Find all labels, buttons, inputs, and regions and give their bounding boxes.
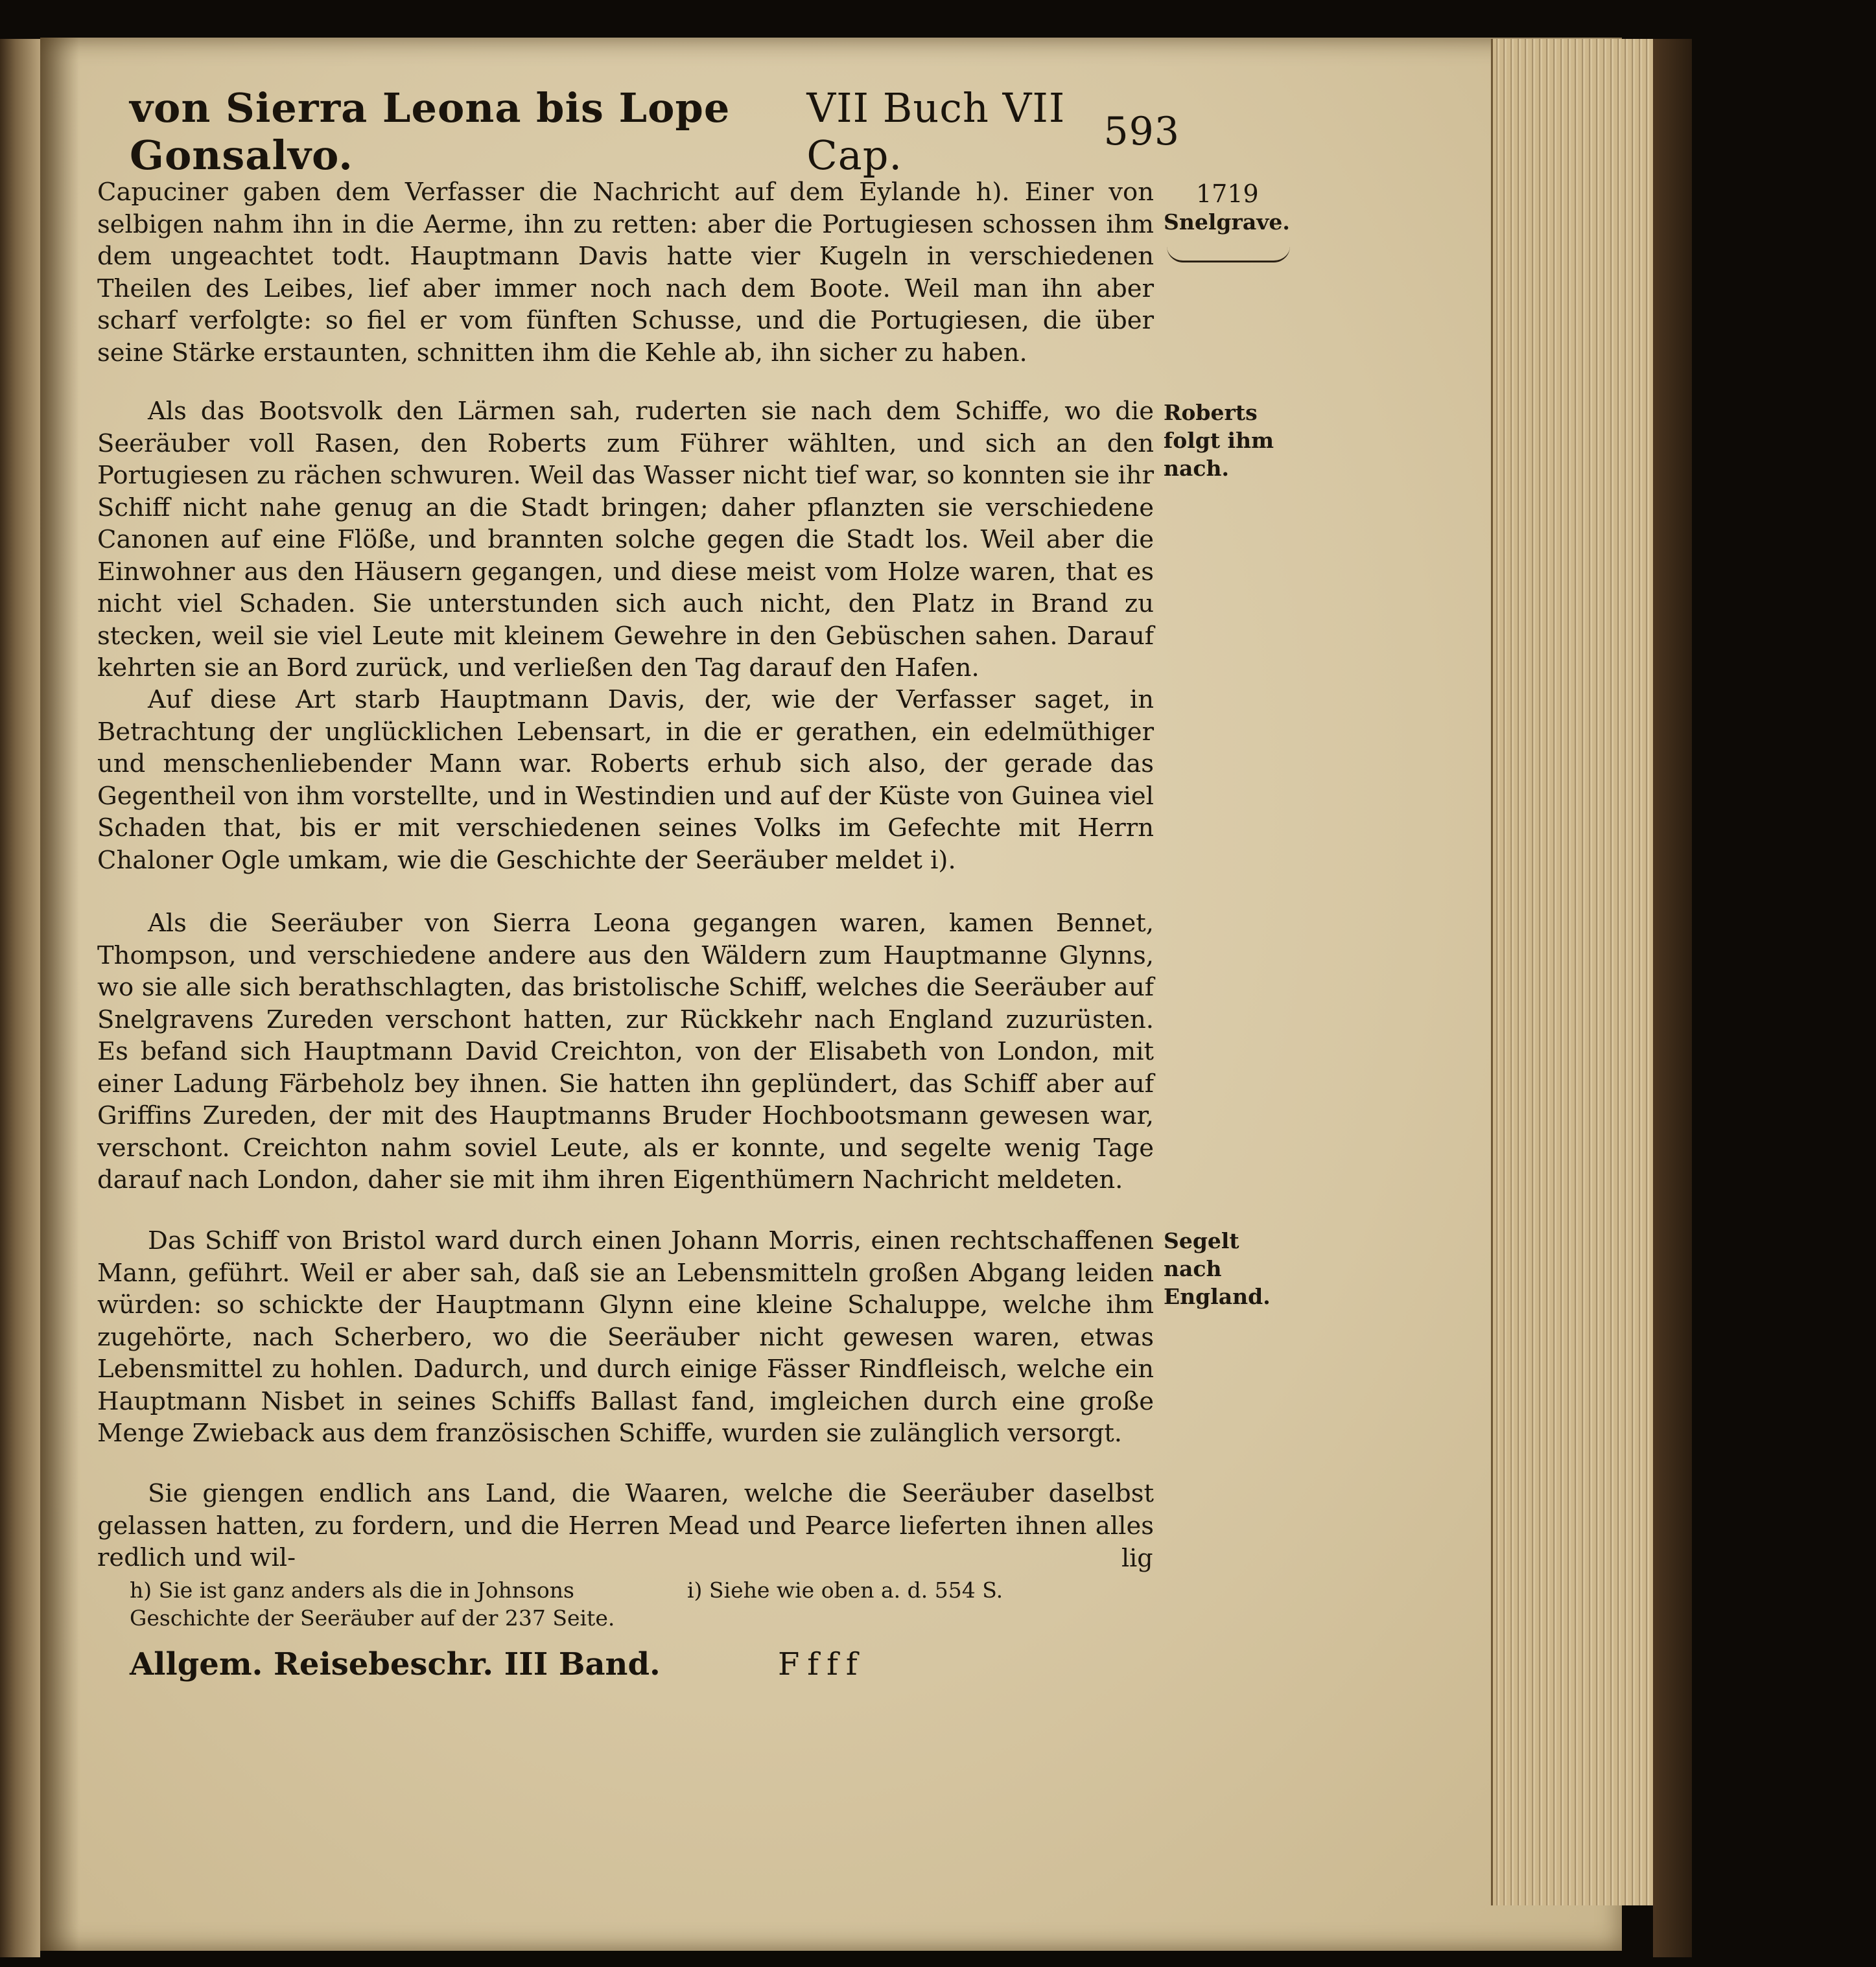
marginal-note-roberts: Roberts folgt ihm nach.	[1164, 400, 1274, 481]
signature-title: Allgem. Reisebeschr. III Band.	[130, 1646, 661, 1682]
marginal-note-england: Segelt nach England.	[1164, 1228, 1271, 1309]
left-page-edge	[0, 39, 40, 1957]
body-text-block-3	[97, 684, 1154, 876]
marginal-year-text: 1719	[1196, 180, 1259, 208]
body-text-block-4	[97, 907, 1154, 1196]
body-text-block-1	[97, 176, 1154, 369]
paragraph-3: Auf diese Art starb Hauptmann Davis, der, wie der Verfasser saget, in Betrachtung der unglücklichen Lebensart, in die er gerathen, ein edelmüthiger und menschenliebender Mann war. Roberts erhub sich also, der gerade das Gegentheil von ihm vorstellte, und in Westindien und auf der Küste von Guinea viel Schaden that, bis er mit verschiedenen seines Volks im Gefechte mit Herrn Chaloner Ogle umkam, wie die Geschichte der Seeräuber meldet i).	[97, 685, 1154, 875]
page-block-edges	[1491, 39, 1655, 1905]
running-header	[130, 84, 1180, 179]
paragraph-2: Als das Bootsvolk den Lärmen sah, ruderten sie nach dem Schiffe, wo die Seeräuber voll Rasen, den Roberts zum Führer wählten, und sich an den Portugiesen zu rächen schwuren. Weil das Wasser nicht tief war, so konnten sie ihr Schiff nicht nahe genug an die Stadt bringen; daher pflanzten sie verschiedene Canonen auf eine Flöße, und brannten solche gegen die Stadt los. Weil aber die Einwohner aus den Häusern gegangen, und diese meist vom Holze waren, that es nicht viel Schaden. Sie unterstunden sich auch nicht, den Platz in Brand zu stecken, weil sie viel Leute mit kleinem Gewehre in den Gebüschen sahen. Darauf kehrten sie an Bord zurück, und verließen den Tag darauf den Hafen.	[97, 397, 1154, 682]
running-head-section: VII Buch VII Cap.	[806, 84, 1066, 179]
body-text-block-6	[97, 1478, 1154, 1574]
page-number: 593	[1103, 109, 1180, 154]
footnotes	[97, 1576, 1167, 1632]
marginal-brace	[1167, 246, 1290, 262]
paragraph-5: Das Schiff von Bristol ward durch einen Johann Morris, einen rechtschaffenen Mann, geführt. Weil er aber sah, daß sie an Lebensmitteln großen Abgang leiden würden: so schickte der Hauptmann Glynn eine kleine Schaluppe, welche ihm zugehörte, nach Scherbero, wo die Seeräuber nicht gewesen waren, etwas Lebensmittel zu hohlen. Dadurch, und durch einige Fässer Rindfleisch, welche ein Hauptmann Nisbet in seines Schiffs Ballast fand, imgleichen durch eine große Menge Zwieback aus dem französischen Schiffe, wurden sie zulänglich versorgt.	[97, 1226, 1154, 1448]
marginal-year	[1164, 180, 1293, 236]
page-gutter-shadow	[40, 38, 79, 1951]
footnote-i: i) Siehe wie oben a. d. 554 S.	[687, 1577, 1003, 1603]
body-text-block-5	[97, 1225, 1154, 1450]
footnote-h: h) Sie ist ganz anders als die in Johnsons Geschichte der Seeräuber auf der 237 Seite.	[130, 1577, 615, 1631]
running-head-title: von Sierra Leona bis Lope Gonsalvo.	[130, 84, 731, 179]
body-text-block-2	[97, 395, 1154, 684]
paragraph-6: Sie giengen endlich ans Land, die Waaren, welche die Seeräuber daselbst gelassen hatten, zu fordern, und die Herren Mead und Pearce lieferten ihnen alles redlich und wil-	[97, 1479, 1154, 1572]
paragraph-1: Capuciner gaben dem Verfasser die Nachricht auf dem Eylande h). Einer von selbigen nahm ihn in die Aerme, ihn zu retten: aber die Portugiesen schossen ihm dem ungeachtet todt. Hauptmann Davis hatte vier Kugeln in verschiedenen Theilen des Leibes, lief aber immer noch nach dem Boote. Weil man ihn aber scharf verfolgte: so fiel er vom fünften Schusse, und die Portugiesen, die über seine Stärke erstaunten, schnitten ihm die Kehle ab, ihn sicher zu haben.	[97, 178, 1154, 367]
book-cover-edge	[1653, 39, 1692, 1957]
signature-mark: Ffff	[778, 1646, 865, 1682]
marginal-note-snelgrave: Snelgrave.	[1164, 209, 1290, 235]
paragraph-4: Als die Seeräuber von Sierra Leona gegangen waren, kamen Bennet, Thompson, und verschiedene andere aus den Wäldern zum Hauptmanne Glynns, wo sie alle sich berathschlagten, das bristolische Schiff, welches die Seeräuber auf Snelgravens Zureden verschont hatten, zur Rückkehr nach England zuzurüsten. Es befand sich Hauptmann David Creichton, von der Elisabeth von London, mit einer Ladung Färbeholz bey ihnen. Sie hatten ihn geplündert, das Schiff aber auf Griffins Zureden, der mit des Hauptmanns Bruder Hochbootsmann gewesen war, verschont. Creichton nahm soviel Leute, als er konnte, und segelte wenig Tage darauf nach London, daher sie mit ihm ihren Eigenthümern Nachricht meldeten.	[97, 909, 1154, 1194]
catchword: lig	[1121, 1544, 1153, 1572]
